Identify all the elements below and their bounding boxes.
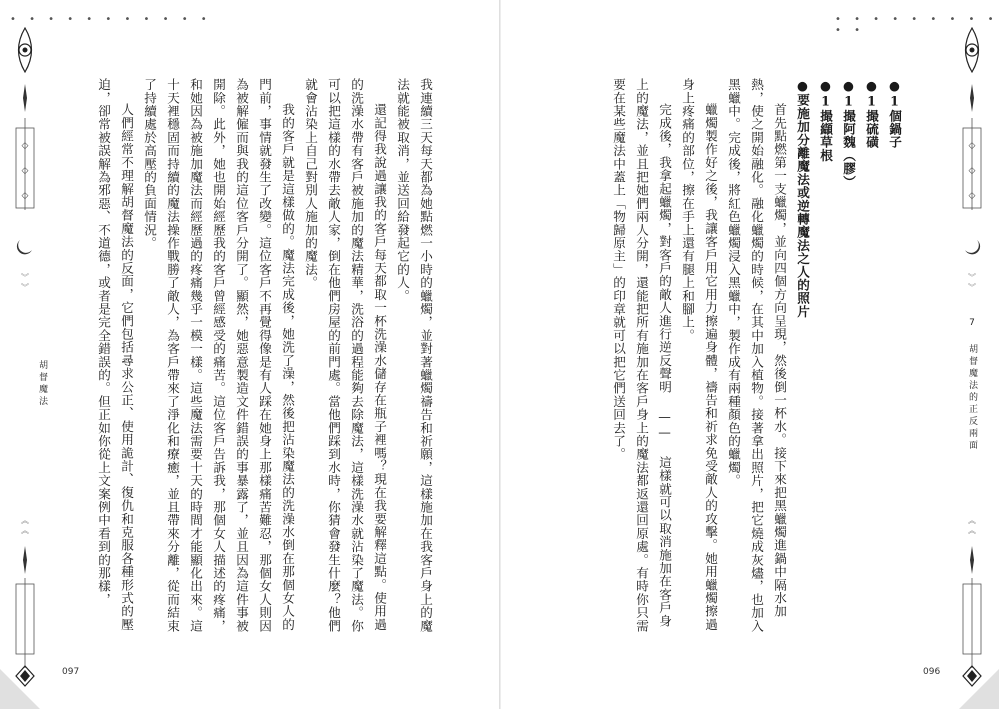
svg-text:◇: ◇: [21, 191, 29, 201]
svg-text:◇: ◇: [21, 166, 29, 176]
svg-text:◇: ◇: [968, 166, 976, 176]
eye-icon: [19, 28, 32, 72]
paragraph: 首先點燃第一支蠟燭，並向四個方向呈現，然後倒一杯水。接下來把黑蠟燭進鍋中隔水加熱，使之開始融化。融化蠟燭的時候，在其中加入植物。接著拿出照片，把它燒成灰燼，也加入黑蠟中。完成後，將紅色蠟燭浸入黑蠟中，製作成有兩種顏色的蠟燭。: [726, 78, 787, 633]
svg-text:︽: ︽: [968, 516, 976, 525]
paragraph: 還記得我說過讓我的客戶每天都取一杯洗澡水儲存在瓶子裡嗎？現在我要解釋這點。使用過的洗澡水帶有客戶被施加的魔法精華，洗浴的過程能夠去除魔法，這樣洗澡水就沾染了魔法。你可以把這樣的水帶去敵人家，倒在他們房屋的前門處。當他們踩到水時，你猜會發生什麼？他們就會沾染上自己對別人施加的魔法。: [303, 78, 387, 633]
corner-ornament-bottom-right: [959, 669, 999, 709]
paragraph: 蠟燭製作好之後，我讓客戶用它用力擦遍身體，禱告和祈求免受敵人的攻擊。她用蠟燭擦過身上疼痛的部位，擦在手上還有腿上和腳上。: [680, 78, 718, 632]
svg-text:◇: ◇: [968, 141, 976, 151]
svg-text:︾: ︾: [21, 283, 29, 292]
crescent-icon: [965, 240, 980, 254]
sparkle-icon: [970, 546, 974, 574]
list-item: ●1撮阿魏（膠）: [841, 78, 856, 189]
list-item: ●1個鍋子: [887, 78, 902, 149]
body-text-left: [82, 78, 437, 638]
page-number: 097: [62, 667, 80, 677]
page-number: 096: [923, 667, 941, 677]
top-dots-ornament: • • • • • • • • • • •: [835, 14, 999, 36]
sparkle-icon: [23, 84, 27, 112]
svg-text:︾: ︾: [21, 273, 29, 282]
running-head: 7 胡督魔法的正反兩面: [967, 318, 977, 452]
svg-text:︽: ︽: [968, 526, 976, 535]
sparkle-icon: [970, 84, 974, 112]
paragraph: 我的客戶就是這樣做的。魔法完成後，她洗了澡，然後把沾染魔法的洗澡水倒在那個女人的門前，事情就發生了改變。這位客戶不再覺得像是有人踩在她身上那樣痛苦難忍，那個女人則因為被解僱而與我的這位客戶分開了。顯然，她惡意製造文件錯誤的事暴露了，並且因為這件事被開除。此外，她也開始經歷我的客戶曾經感受的痛苦。這位客戶告訴我，那個女人描述的疼痛，和她因為被施加魔法而經歷過的疼痛幾乎一模一樣。這些魔法需要十天的時間才能顯化出來。這十天裡穩固而持續的魔法操作戰勝了敵人，為客戶帶來了淨化和療癒，並且帶來分離，從而結束了持續處於高壓的負面情況。: [142, 78, 295, 633]
sparkle-icon: [23, 546, 27, 574]
crescent-icon: [17, 240, 32, 254]
list-item: ●1撮纈草根: [818, 78, 833, 163]
paragraph: 人們經常不理解胡督魔法的反面，它們包括尋求公正、使用詭計、復仇和克服各種形式的壓迫，卻常被誤解為邪惡、不道德，或者是完全錯誤的。但正如你從上文案例中看到的那樣，: [96, 78, 134, 632]
list-item: ●要施加分離魔法或逆轉魔法之人的照片: [795, 78, 810, 319]
svg-text:◇: ◇: [21, 141, 29, 151]
eye-icon: [966, 28, 979, 72]
svg-text:︾: ︾: [968, 273, 976, 282]
corner-ornament-bottom-left: [0, 669, 40, 709]
side-ornament-left: [10, 18, 40, 698]
paragraph: 我連續三天每天都為她點燃一小時的蠟燭，並對著蠟燭禱告和祈願，這樣施加在我客戶身上的魔法就能被取消，並送回給發起它的人。: [395, 78, 433, 633]
svg-text:︽: ︽: [21, 516, 29, 525]
materials-list: [791, 78, 906, 638]
body-text-right: [560, 78, 906, 638]
top-dots-ornament: • • • • • • • • • • •: [10, 14, 212, 25]
svg-text:︽: ︽: [21, 526, 29, 535]
right-page: [500, 0, 999, 709]
svg-text:︾: ︾: [968, 283, 976, 292]
paragraph: 完成後，我拿起蠟燭，對客戶的敵人進行逆反聲明 —— 這樣就可以取消施加在客戶身上的魔法，並且把她們兩人分開，還能把所有施加在客戶身上的魔法都返還回原處。有時你只需要在某些魔法中蓋上「物歸原主」的印章就可以把它們送回去了。: [611, 78, 672, 633]
list-item: ●1撮硫磺: [864, 78, 879, 149]
running-head: 胡督魔法: [37, 360, 47, 408]
side-ornament-right: [957, 18, 987, 698]
svg-text:◇: ◇: [968, 191, 976, 201]
